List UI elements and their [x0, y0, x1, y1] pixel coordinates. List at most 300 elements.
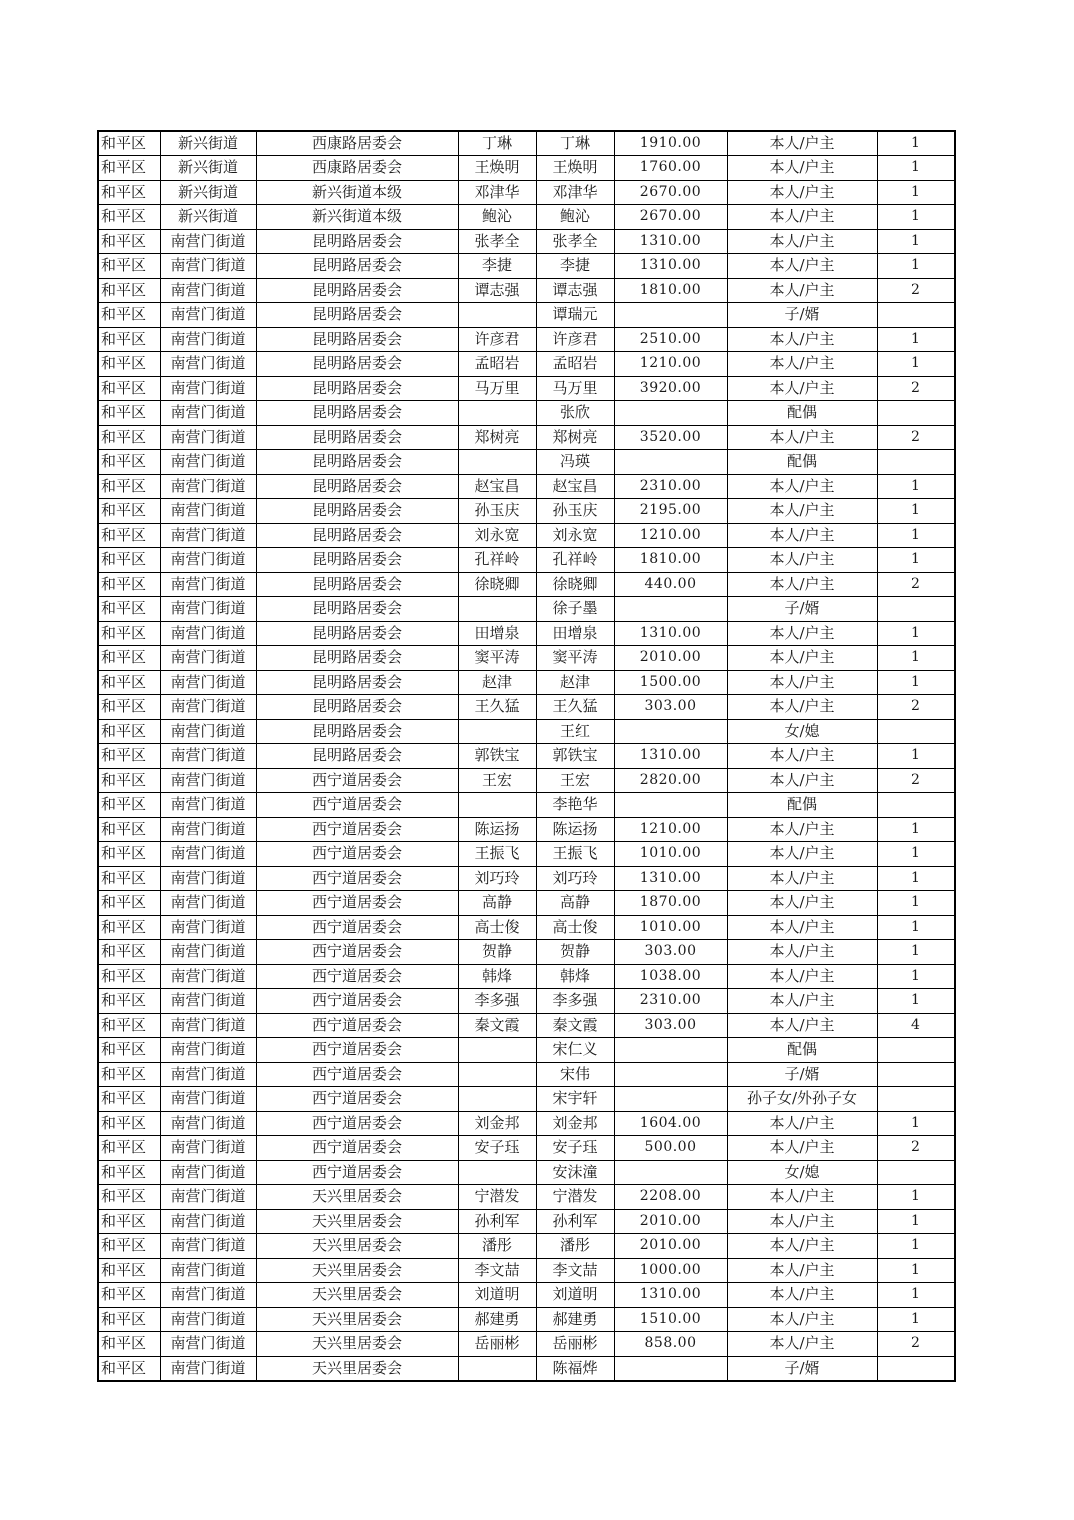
cell-committee: 天兴里居委会	[256, 1283, 458, 1308]
cell-member: 宋仁义	[536, 1038, 614, 1063]
cell-district: 和平区	[98, 1283, 160, 1308]
cell-relation: 本人/户主	[727, 352, 877, 377]
cell-amount: 303.00	[614, 695, 727, 720]
cell-member: 岳丽彬	[536, 1332, 614, 1357]
cell-committee: 昆明路居委会	[256, 695, 458, 720]
cell-street: 南营门街道	[160, 915, 256, 940]
cell-applicant: 郑树亮	[458, 425, 536, 450]
cell-relation: 女/媳	[727, 1160, 877, 1185]
cell-district: 和平区	[98, 719, 160, 744]
cell-amount: 1010.00	[614, 915, 727, 940]
cell-member: 郭铁宝	[536, 744, 614, 769]
cell-district: 和平区	[98, 523, 160, 548]
cell-relation: 配偶	[727, 450, 877, 475]
cell-relation: 本人/户主	[727, 964, 877, 989]
cell-amount: 2820.00	[614, 768, 727, 793]
cell-applicant: 刘巧玲	[458, 866, 536, 891]
table-row	[98, 1013, 955, 1038]
cell-applicant: 安子珏	[458, 1136, 536, 1161]
table-row	[98, 670, 955, 695]
cell-district: 和平区	[98, 597, 160, 622]
cell-member: 张孝全	[536, 229, 614, 254]
cell-amount: 3920.00	[614, 376, 727, 401]
cell-district: 和平区	[98, 695, 160, 720]
cell-applicant: 许彦君	[458, 327, 536, 352]
table-row	[98, 180, 955, 205]
cell-committee: 昆明路居委会	[256, 474, 458, 499]
cell-street: 南营门街道	[160, 1111, 256, 1136]
cell-relation: 本人/户主	[727, 376, 877, 401]
cell-street: 南营门街道	[160, 523, 256, 548]
cell-committee: 昆明路居委会	[256, 597, 458, 622]
table-row	[98, 1307, 955, 1332]
cell-member: 安沫潼	[536, 1160, 614, 1185]
cell-street: 南营门街道	[160, 1013, 256, 1038]
cell-district: 和平区	[98, 156, 160, 181]
cell-relation: 本人/户主	[727, 1307, 877, 1332]
cell-member: 孟昭岩	[536, 352, 614, 377]
cell-committee: 西宁道居委会	[256, 817, 458, 842]
cell-amount	[614, 1038, 727, 1063]
cell-household-size: 1	[877, 670, 955, 695]
cell-member: 刘金邦	[536, 1111, 614, 1136]
cell-district: 和平区	[98, 401, 160, 426]
table-row	[98, 891, 955, 916]
cell-relation: 本人/户主	[727, 572, 877, 597]
cell-household-size: 1	[877, 548, 955, 573]
cell-street: 南营门街道	[160, 793, 256, 818]
cell-household-size: 1	[877, 1234, 955, 1259]
cell-committee: 西宁道居委会	[256, 866, 458, 891]
cell-committee: 昆明路居委会	[256, 523, 458, 548]
cell-amount	[614, 303, 727, 328]
cell-relation: 本人/户主	[727, 842, 877, 867]
cell-household-size: 1	[877, 1185, 955, 1210]
cell-relation: 本人/户主	[727, 891, 877, 916]
cell-committee: 西宁道居委会	[256, 964, 458, 989]
cell-member: 李捷	[536, 254, 614, 279]
cell-amount: 2010.00	[614, 1234, 727, 1259]
cell-household-size: 1	[877, 964, 955, 989]
cell-applicant: 李多强	[458, 989, 536, 1014]
cell-street: 南营门街道	[160, 401, 256, 426]
cell-street: 南营门街道	[160, 940, 256, 965]
cell-amount: 1510.00	[614, 1307, 727, 1332]
cell-member: 宋宇轩	[536, 1087, 614, 1112]
cell-household-size: 1	[877, 842, 955, 867]
cell-applicant: 高士俊	[458, 915, 536, 940]
table-row	[98, 915, 955, 940]
cell-street: 南营门街道	[160, 719, 256, 744]
cell-district: 和平区	[98, 205, 160, 230]
cell-district: 和平区	[98, 621, 160, 646]
cell-amount: 1910.00	[614, 131, 727, 156]
cell-committee: 昆明路居委会	[256, 719, 458, 744]
cell-member: 谭瑞元	[536, 303, 614, 328]
cell-street: 南营门街道	[160, 891, 256, 916]
cell-amount: 1500.00	[614, 670, 727, 695]
cell-applicant: 王焕明	[458, 156, 536, 181]
cell-applicant: 郝建勇	[458, 1307, 536, 1332]
cell-district: 和平区	[98, 768, 160, 793]
cell-amount	[614, 597, 727, 622]
cell-member: 郝建勇	[536, 1307, 614, 1332]
cell-amount: 858.00	[614, 1332, 727, 1357]
cell-committee: 西宁道居委会	[256, 1111, 458, 1136]
cell-applicant	[458, 1160, 536, 1185]
cell-district: 和平区	[98, 817, 160, 842]
cell-amount: 2195.00	[614, 499, 727, 524]
cell-street: 南营门街道	[160, 989, 256, 1014]
cell-household-size	[877, 793, 955, 818]
cell-applicant: 赵津	[458, 670, 536, 695]
cell-district: 和平区	[98, 376, 160, 401]
cell-street: 南营门街道	[160, 670, 256, 695]
cell-member: 田增泉	[536, 621, 614, 646]
cell-district: 和平区	[98, 1185, 160, 1210]
cell-member: 窦平涛	[536, 646, 614, 671]
cell-member: 孙利军	[536, 1209, 614, 1234]
cell-household-size: 4	[877, 1013, 955, 1038]
cell-relation: 本人/户主	[727, 744, 877, 769]
cell-member: 高静	[536, 891, 614, 916]
cell-relation: 本人/户主	[727, 523, 877, 548]
cell-member: 刘道明	[536, 1283, 614, 1308]
table-row	[98, 327, 955, 352]
cell-committee: 西宁道居委会	[256, 768, 458, 793]
cell-applicant: 潘彤	[458, 1234, 536, 1259]
cell-street: 南营门街道	[160, 1307, 256, 1332]
cell-district: 和平区	[98, 1332, 160, 1357]
cell-member: 许彦君	[536, 327, 614, 352]
cell-household-size	[877, 1160, 955, 1185]
cell-district: 和平区	[98, 1111, 160, 1136]
cell-member: 陈运扬	[536, 817, 614, 842]
cell-relation: 子/婿	[727, 303, 877, 328]
table-row	[98, 352, 955, 377]
cell-applicant: 谭志强	[458, 278, 536, 303]
cell-member: 赵宝昌	[536, 474, 614, 499]
cell-committee: 昆明路居委会	[256, 401, 458, 426]
table-row	[98, 131, 955, 156]
cell-amount: 2310.00	[614, 474, 727, 499]
cell-committee: 西宁道居委会	[256, 793, 458, 818]
cell-district: 和平区	[98, 1258, 160, 1283]
cell-amount: 1010.00	[614, 842, 727, 867]
cell-household-size: 1	[877, 1258, 955, 1283]
cell-household-size: 2	[877, 425, 955, 450]
cell-applicant: 徐晓卿	[458, 572, 536, 597]
cell-amount: 1310.00	[614, 229, 727, 254]
cell-district: 和平区	[98, 1160, 160, 1185]
cell-committee: 西宁道居委会	[256, 1160, 458, 1185]
table-row	[98, 1087, 955, 1112]
cell-committee: 天兴里居委会	[256, 1307, 458, 1332]
cell-street: 南营门街道	[160, 327, 256, 352]
cell-household-size: 1	[877, 817, 955, 842]
cell-household-size: 1	[877, 180, 955, 205]
table-row	[98, 940, 955, 965]
cell-member: 宋伟	[536, 1062, 614, 1087]
cell-household-size: 2	[877, 376, 955, 401]
cell-street: 南营门街道	[160, 866, 256, 891]
household-subsidy-table	[97, 130, 956, 1382]
cell-household-size: 2	[877, 1136, 955, 1161]
cell-street: 南营门街道	[160, 352, 256, 377]
cell-street: 南营门街道	[160, 474, 256, 499]
cell-relation: 本人/户主	[727, 425, 877, 450]
cell-member: 鲍沁	[536, 205, 614, 230]
table-row	[98, 1234, 955, 1259]
table-row	[98, 548, 955, 573]
cell-household-size: 2	[877, 768, 955, 793]
cell-relation: 本人/户主	[727, 254, 877, 279]
table-row	[98, 719, 955, 744]
cell-committee: 西宁道居委会	[256, 1013, 458, 1038]
cell-committee: 昆明路居委会	[256, 229, 458, 254]
cell-district: 和平区	[98, 425, 160, 450]
table-row	[98, 376, 955, 401]
cell-member: 谭志强	[536, 278, 614, 303]
cell-applicant: 刘永宽	[458, 523, 536, 548]
cell-street: 南营门街道	[160, 376, 256, 401]
table-row	[98, 744, 955, 769]
cell-district: 和平区	[98, 915, 160, 940]
cell-member: 李文喆	[536, 1258, 614, 1283]
cell-applicant: 刘金邦	[458, 1111, 536, 1136]
cell-relation: 本人/户主	[727, 940, 877, 965]
cell-amount	[614, 1087, 727, 1112]
cell-member: 孔祥岭	[536, 548, 614, 573]
cell-committee: 西康路居委会	[256, 131, 458, 156]
cell-relation: 本人/户主	[727, 548, 877, 573]
table-row	[98, 474, 955, 499]
cell-street: 南营门街道	[160, 1038, 256, 1063]
table-row	[98, 1038, 955, 1063]
cell-applicant: 陈运扬	[458, 817, 536, 842]
table-row	[98, 768, 955, 793]
cell-street: 南营门街道	[160, 1258, 256, 1283]
cell-household-size: 1	[877, 327, 955, 352]
cell-district: 和平区	[98, 180, 160, 205]
cell-amount: 2510.00	[614, 327, 727, 352]
cell-district: 和平区	[98, 278, 160, 303]
cell-applicant: 高静	[458, 891, 536, 916]
cell-street: 南营门街道	[160, 964, 256, 989]
cell-amount: 1310.00	[614, 1283, 727, 1308]
cell-committee: 昆明路居委会	[256, 744, 458, 769]
cell-household-size	[877, 1087, 955, 1112]
cell-relation: 本人/户主	[727, 1258, 877, 1283]
table-row	[98, 499, 955, 524]
cell-district: 和平区	[98, 744, 160, 769]
cell-applicant	[458, 1087, 536, 1112]
cell-household-size: 2	[877, 695, 955, 720]
table-row	[98, 1332, 955, 1357]
cell-household-size: 1	[877, 621, 955, 646]
cell-district: 和平区	[98, 1307, 160, 1332]
cell-household-size: 2	[877, 572, 955, 597]
cell-district: 和平区	[98, 1209, 160, 1234]
cell-member: 王焕明	[536, 156, 614, 181]
cell-household-size: 1	[877, 254, 955, 279]
table-row	[98, 1111, 955, 1136]
cell-district: 和平区	[98, 1087, 160, 1112]
table-row	[98, 278, 955, 303]
cell-member: 邓津华	[536, 180, 614, 205]
cell-committee: 昆明路居委会	[256, 254, 458, 279]
cell-committee: 天兴里居委会	[256, 1209, 458, 1234]
cell-relation: 子/婿	[727, 597, 877, 622]
cell-committee: 西宁道居委会	[256, 1136, 458, 1161]
table-row	[98, 1160, 955, 1185]
table-row	[98, 1185, 955, 1210]
cell-district: 和平区	[98, 1234, 160, 1259]
cell-relation: 本人/户主	[727, 1332, 877, 1357]
cell-street: 南营门街道	[160, 768, 256, 793]
cell-amount: 303.00	[614, 1013, 727, 1038]
cell-household-size: 1	[877, 131, 955, 156]
cell-street: 南营门街道	[160, 1136, 256, 1161]
cell-committee: 西宁道居委会	[256, 1062, 458, 1087]
cell-amount: 1000.00	[614, 1258, 727, 1283]
cell-relation: 本人/户主	[727, 499, 877, 524]
cell-relation: 本人/户主	[727, 278, 877, 303]
table-row	[98, 597, 955, 622]
cell-committee: 西宁道居委会	[256, 915, 458, 940]
cell-relation: 本人/户主	[727, 621, 877, 646]
cell-committee: 昆明路居委会	[256, 572, 458, 597]
table-row	[98, 303, 955, 328]
cell-street: 南营门街道	[160, 621, 256, 646]
table-row	[98, 793, 955, 818]
cell-district: 和平区	[98, 1136, 160, 1161]
cell-applicant: 孟昭岩	[458, 352, 536, 377]
cell-applicant	[458, 793, 536, 818]
cell-applicant	[458, 597, 536, 622]
cell-household-size: 1	[877, 156, 955, 181]
cell-member: 李多强	[536, 989, 614, 1014]
cell-applicant: 王久猛	[458, 695, 536, 720]
cell-street: 南营门街道	[160, 1160, 256, 1185]
cell-relation: 本人/户主	[727, 695, 877, 720]
cell-relation: 子/婿	[727, 1356, 877, 1381]
cell-street: 南营门街道	[160, 597, 256, 622]
cell-amount: 1038.00	[614, 964, 727, 989]
cell-relation: 本人/户主	[727, 646, 877, 671]
cell-household-size: 1	[877, 646, 955, 671]
cell-relation: 本人/户主	[727, 670, 877, 695]
cell-committee: 昆明路居委会	[256, 548, 458, 573]
cell-member: 王久猛	[536, 695, 614, 720]
cell-district: 和平区	[98, 572, 160, 597]
cell-street: 南营门街道	[160, 278, 256, 303]
cell-district: 和平区	[98, 450, 160, 475]
cell-committee: 昆明路居委会	[256, 450, 458, 475]
cell-member: 徐子墨	[536, 597, 614, 622]
cell-member: 秦文霞	[536, 1013, 614, 1038]
cell-amount	[614, 719, 727, 744]
cell-amount: 1310.00	[614, 866, 727, 891]
cell-street: 南营门街道	[160, 450, 256, 475]
cell-amount	[614, 1160, 727, 1185]
cell-street: 南营门街道	[160, 744, 256, 769]
cell-applicant: 张孝全	[458, 229, 536, 254]
cell-household-size: 1	[877, 1209, 955, 1234]
cell-relation: 配偶	[727, 401, 877, 426]
cell-applicant: 韩烽	[458, 964, 536, 989]
cell-street: 南营门街道	[160, 1234, 256, 1259]
cell-household-size: 1	[877, 1111, 955, 1136]
cell-amount: 2208.00	[614, 1185, 727, 1210]
cell-applicant: 郭铁宝	[458, 744, 536, 769]
cell-relation: 本人/户主	[727, 1013, 877, 1038]
cell-relation: 本人/户主	[727, 205, 877, 230]
cell-household-size: 1	[877, 523, 955, 548]
cell-member: 陈福烨	[536, 1356, 614, 1381]
table-row	[98, 1136, 955, 1161]
cell-applicant	[458, 719, 536, 744]
cell-district: 和平区	[98, 327, 160, 352]
cell-street: 南营门街道	[160, 1283, 256, 1308]
cell-amount: 2310.00	[614, 989, 727, 1014]
cell-member: 刘永宽	[536, 523, 614, 548]
cell-amount: 1810.00	[614, 278, 727, 303]
table-row	[98, 156, 955, 181]
cell-committee: 西宁道居委会	[256, 940, 458, 965]
cell-committee: 西宁道居委会	[256, 842, 458, 867]
cell-applicant: 孙利军	[458, 1209, 536, 1234]
cell-district: 和平区	[98, 1013, 160, 1038]
cell-amount: 3520.00	[614, 425, 727, 450]
cell-amount: 1210.00	[614, 817, 727, 842]
cell-amount	[614, 1356, 727, 1381]
cell-street: 新兴街道	[160, 205, 256, 230]
cell-committee: 昆明路居委会	[256, 278, 458, 303]
cell-district: 和平区	[98, 131, 160, 156]
cell-amount: 1604.00	[614, 1111, 727, 1136]
cell-district: 和平区	[98, 670, 160, 695]
table-row	[98, 205, 955, 230]
cell-street: 南营门街道	[160, 1332, 256, 1357]
cell-relation: 本人/户主	[727, 474, 877, 499]
cell-district: 和平区	[98, 303, 160, 328]
cell-household-size	[877, 1062, 955, 1087]
cell-household-size: 1	[877, 891, 955, 916]
cell-applicant: 李捷	[458, 254, 536, 279]
table-row	[98, 989, 955, 1014]
cell-committee: 天兴里居委会	[256, 1332, 458, 1357]
cell-household-size: 1	[877, 352, 955, 377]
cell-street: 南营门街道	[160, 1185, 256, 1210]
table-row	[98, 254, 955, 279]
cell-member: 潘彤	[536, 1234, 614, 1259]
cell-amount	[614, 450, 727, 475]
cell-committee: 新兴街道本级	[256, 180, 458, 205]
cell-household-size: 1	[877, 989, 955, 1014]
cell-member: 刘巧玲	[536, 866, 614, 891]
cell-relation: 配偶	[727, 793, 877, 818]
cell-street: 南营门街道	[160, 229, 256, 254]
cell-household-size: 1	[877, 499, 955, 524]
table-row	[98, 401, 955, 426]
table-row	[98, 523, 955, 548]
cell-relation: 本人/户主	[727, 229, 877, 254]
cell-household-size	[877, 719, 955, 744]
cell-household-size: 1	[877, 1283, 955, 1308]
cell-member: 王红	[536, 719, 614, 744]
cell-amount: 1760.00	[614, 156, 727, 181]
